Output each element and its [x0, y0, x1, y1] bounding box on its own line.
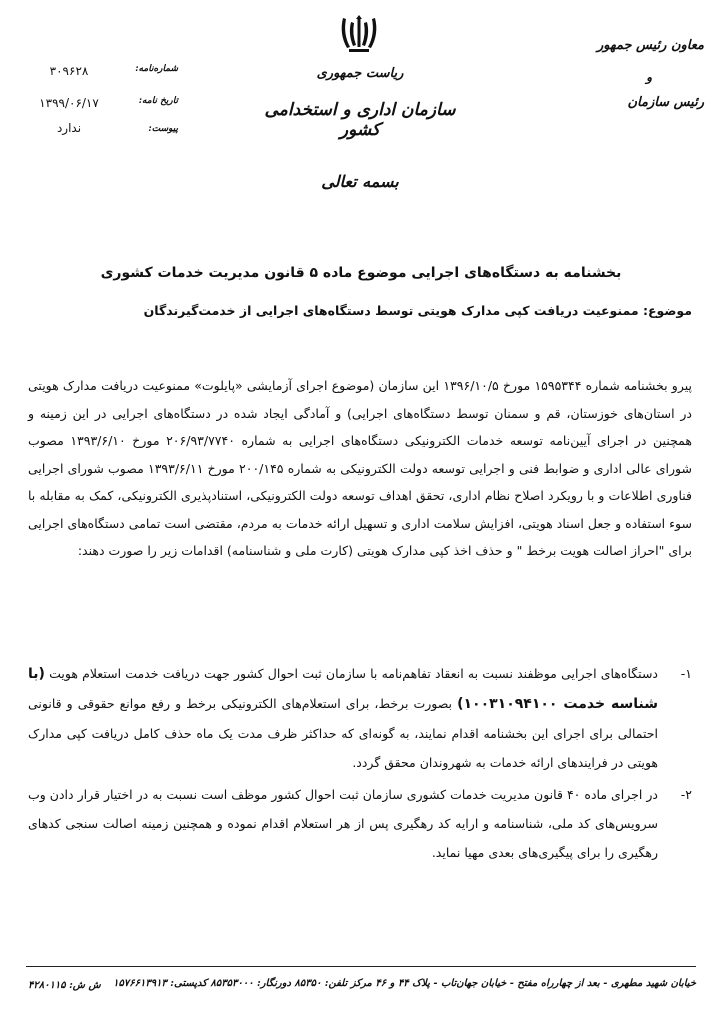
- letter-number-value: ۳۰۹۶۲۸: [49, 64, 89, 78]
- footer-divider: [26, 966, 696, 967]
- service-id: (با شناسه خدمت ۱۰۰۳۱۰۹۴۱۰۰): [28, 666, 658, 712]
- org-presidency: ریاست جمهوری: [316, 66, 404, 81]
- circular-subject: موضوع: ممنوعیت دریافت کپی مدارک هویتی توسط دستگاه‌های اجرایی از خدمت‌گیرندگان: [143, 303, 692, 318]
- attachment-label: پیوست:: [148, 124, 178, 134]
- attachment-value: ندارد: [56, 121, 82, 135]
- action-item-2: [28, 780, 692, 867]
- circular-body-paragraph: پیرو بخشنامه شماره ۱۵۹۵۳۴۴ مورخ ۱۳۹۶/۱۰/۵ این سازمان (موضوع اجرای آزمایشی «پایلوت» ممنوعیت دریافت مدارک هویتی در استان‌های خوزستان، قم و سمنان توسط دستگاه‌های اجرایی) و آمادگی ایجاد شده در دستگاه‌های اجرایی در این زمینه و همچنین در اجرای آیین‌نامه توسعه خدمات الکترونیکی دستگاه‌های اجرایی به شماره ۲۰۶/۹۳/۷۷۴۰ مورخ ۱۳۹۳/۶/۱۰ مصوب شورای عالی اداری و ضوابط فنی و اجرایی توسعه دولت الکترونیکی به شماره ۲۰۰/۱۴۵ مورخ ۱۳۹۳/۶/۱۱ مصوب شورای اجرایی فناوری اطلاعات و با رویکرد اصلاح نظام اداری، تحقق اهداف توسعه دولت الکترونیکی، استنادپذیری الکترونیکی، کمک به مقابله با سوء استفاده و جعل اسناد هویتی، افزایش سلامت اداری و تسهیل ارائه خدمات به مردم، مقتضی است تمامی دستگاه‌های اجرایی برای "احراز اصالت هویت برخط " و حذف اخذ کپی مدارک هویتی (کارت ملی و شناسنامه) اقدامات زیر را صورت دهند:: [28, 378, 692, 558]
- vice-president-conjunction: و: [646, 70, 652, 84]
- footer-address: خیابان شهید مطهری - بعد از چهارراه مفتح - خیابان جهان‌تاب - پلاک ۴۴ و ۴۶ مرکز تلفن: ۸۵۳۵۰ دورنگار: ۸۵۳۵۳۰۰۰ کدپستی: ۱۵۷۶۶۱۳۹۱۳: [113, 978, 696, 989]
- action-items-list: [28, 659, 692, 867]
- letter-number-label: شماره‌نامه:: [135, 64, 178, 74]
- org-name: سازمان اداری و استخدامی کشور: [264, 100, 456, 140]
- item-number: ۲-: [680, 787, 692, 802]
- item-text: دستگاه‌های اجرایی موظفند نسبت به انعقاد تفاهم‌نامه با سازمان ثبت احوال کشور جهت دریافت خدمت استعلام هویت (با شناسه خدمت ۱۰۰۳۱۰۹۴۱۰۰) بصورت برخط، برای استعلام‌های الکترونیکی برخط و رفع موانع حقوقی و قانونی احتمالی برای اجرای این بخشنامه اقدام نمایند، به گونه‌ای که حداکثر ظرف مدت یک ماه حذف کامل دریافت کپی مدارک هویتی در فرایندهای ارائه خدمات به شهروندان محقق گردد.: [28, 666, 658, 770]
- organization-head-title: رئیس سازمان: [627, 95, 704, 110]
- action-item-1: [28, 659, 692, 777]
- letter-date-value: ۱۳۹۹/۰۶/۱۷: [39, 96, 99, 110]
- item-text: در اجرای ماده ۴۰ قانون مدیریت خدمات کشوری سازمان ثبت احوال کشور موظف است نسبت به در اختیار قرار دادن وب سرویس‌های کد ملی، شناسنامه و ارایه کد رهگیری پس از هر استعلام اقدام نموده و همچنین زمینه اصالت سنجی کدهای رهگیری را برای پیگیری‌های بعدی مهیا نماید.: [28, 787, 658, 860]
- item-number: ۱-: [680, 666, 692, 681]
- bismillah-heading: بسمه تعالی: [321, 172, 399, 191]
- iran-emblem-logo: [337, 14, 381, 54]
- letter-date-label: تاریخ نامه:: [138, 96, 178, 106]
- vice-president-title: معاون رئیس جمهور: [596, 38, 704, 53]
- footer-form-code: ش ش: ۴۲۸۰۱۱۵: [28, 980, 101, 991]
- circular-title: بخشنامه به دستگاه‌های اجرایی موضوع ماده ۵ قانون مدیریت خدمات کشوری: [100, 265, 622, 281]
